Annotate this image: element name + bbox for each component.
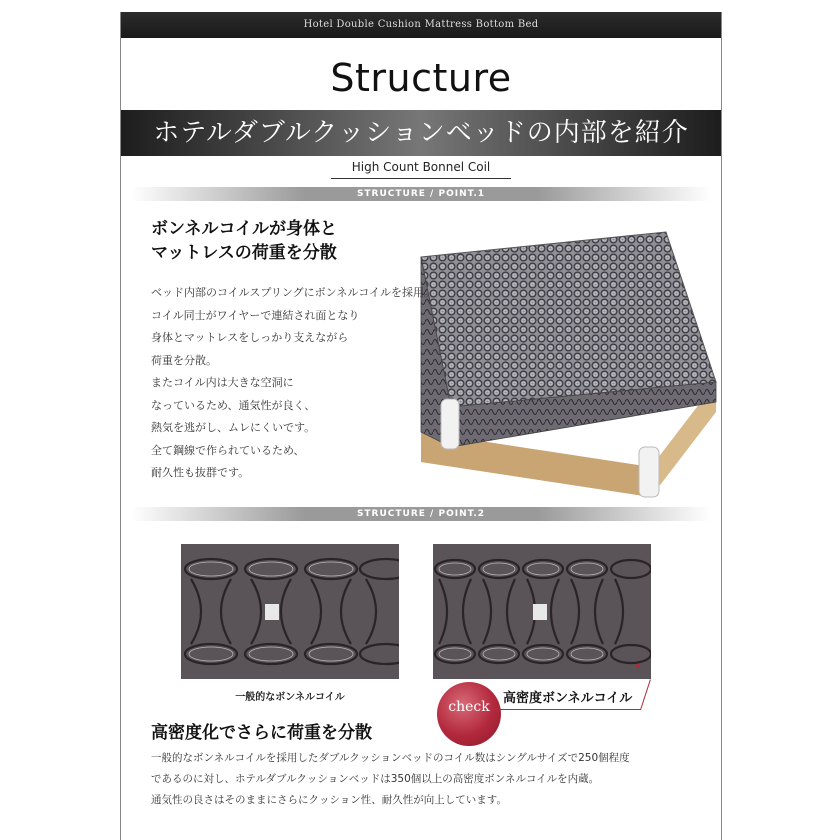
point1-body-line-5: またコイル内は大きな空洞に (151, 376, 294, 389)
point1-body-line-7: 熱気を逃がし、ムレにくいです。 (151, 421, 316, 434)
point1-heading (151, 217, 337, 265)
callout-line-vertical (640, 679, 651, 710)
point1-body-line-1: ベッド内部のコイルスプリングにボンネルコイルを採用。 (151, 286, 436, 299)
standard-coil-image (181, 544, 399, 679)
point2-body-line-2: であるのに対し、ホテルダブルクッションベッドは350個以上の高密度ボンネルコイルを内蔵。 (151, 773, 600, 785)
coil-grid-top (421, 232, 716, 407)
point1-label: STRUCTURE / POINT.1 (131, 187, 711, 201)
page-frame (120, 12, 722, 840)
point1-body-line-8: 全て鋼線で作られているため、 (151, 443, 305, 457)
check-callout (437, 670, 657, 740)
callout-line (493, 709, 641, 710)
point1-heading-line-2: マットレスの荷重を分散 (151, 243, 337, 263)
subtitle: High Count Bonnel Coil (331, 158, 511, 179)
point2-heading: 高密度化でさらに荷重を分散 (151, 723, 372, 743)
banner-heading: ホテルダブルクッションベッドの内部を紹介 (121, 110, 721, 156)
point2-body-line-1: 一般的なボンネルコイルを採用したダブルクッションベッドのコイル数はシングルサイズで250個程度 (151, 752, 630, 764)
point1-body-line-3: 身体とマットレスをしっかり支えながら (151, 331, 349, 344)
high-density-coil-image (433, 544, 651, 679)
high-density-coil-caption: 高密度ボンネルコイル (503, 691, 633, 706)
point1-body (151, 282, 461, 485)
point1-body-line-2: コイル同士がワイヤーで連結され面となり (151, 308, 360, 322)
point2-body (151, 748, 711, 811)
page-title: Structure (330, 56, 512, 100)
point1-heading-line-1: ボンネルコイルが身体と (151, 219, 337, 239)
point1-body-line-6: なっているため、通気性が良く、 (151, 398, 316, 412)
check-badge: check (437, 682, 501, 746)
standard-coil-caption: 一般的なボンネルコイル (235, 692, 345, 703)
point1-body-line-4: 荷重を分散。 (151, 353, 217, 367)
point2-body-line-3: 通気性の良さはそのままにさらにクッション性、耐久性が向上しています。 (151, 794, 507, 806)
top-label: Hotel Double Cushion Mattress Bottom Bed (121, 12, 721, 38)
point2-label: STRUCTURE / POINT.2 (131, 507, 711, 521)
point1-body-line-9: 耐久性も抜群です。 (151, 466, 250, 479)
